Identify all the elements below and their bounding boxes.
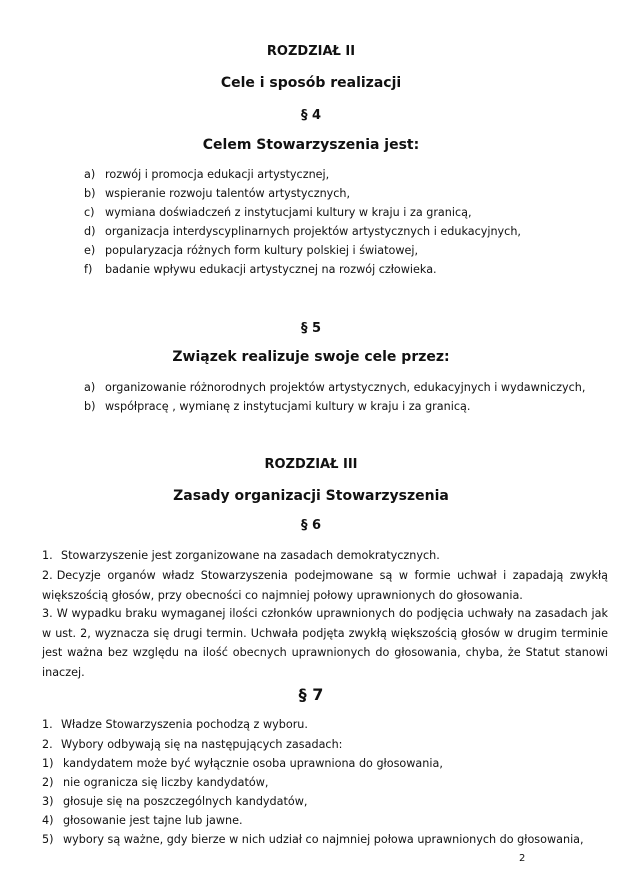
chapter-3-title: ROZDZIAŁ III — [264, 457, 358, 472]
list-item: 2. Decyzje organów władz Stowarzyszenia podejmowane są w formie uchwał i zapadają zwykłą większością głosów, przy obecności co najmniej połowy uprawnionych do głosowania. — [42, 569, 608, 602]
chapter-2-title: ROZDZIAŁ II — [266, 44, 356, 59]
section-5-number: § 5 — [300, 321, 322, 336]
section-4-heading: Celem Stowarzyszenia jest: — [202, 137, 420, 153]
list-item: 3. W wypadku braku wymaganej ilości członków uprawnionych do podjęcia uchwały na zasadach jak w ust. 2, wyznacza się drugi termin. Uchwała podjęta zwykłą większością głosów w drugim terminie jest ważna bez względu na ilość obecnych uprawnionych do głosowania, chyba, że Statut stanowi inaczej. — [42, 607, 608, 679]
section-4-number: § 4 — [300, 108, 322, 123]
section-7-number: § 7 — [298, 685, 324, 704]
page-number: 2 — [519, 853, 526, 864]
chapter-3-subtitle: Zasady organizacji Stowarzyszenia — [173, 488, 449, 504]
chapter-2-subtitle: Cele i sposób realizacji — [220, 75, 402, 91]
section-5-heading: Związek realizuje swoje cele przez: — [172, 349, 450, 365]
document-page: ROZDZIAŁ II Cele i sposób realizacji § 4 Celem Stowarzyszenia jest: a) rozwój i promocja edukacji artystycznej, b) wspieranie rozwoju talentów artystycznych, c) wymiana doświadczeń z instytucjami kultury w kraju i za granicą, d) organizacja interdyscyplinarnych projektów artystycznych i edukacyjnych, e) popularyzacja różnych form kultury polskiej i światowej, f) badanie wpływu edukacji artystycznej na rozwój człowieka. § 5 Związek realizuje swoje cele przez: a) organizowanie różnorodnych projektów artystycznych, edukacyjnych i wydawniczych, b) współpracę , wymianę z instytucjami kultury w kraju i za granicą. ROZDZIAŁ III Zasady organizacji Stowarzyszenia § 6 1. Stowarzyszenie jest zorganizowane na zasadach demokratycznych. 2. Decyzje organów władz Stowarzyszenia podejmowane są w formie uchwał i zapadają zwykłą większością głosów, przy obecności co najmniej połowy uprawnionych do głosowania. 3. W wypadku braku wymaganej ilości członków uprawnionych do podjęcia uchwały na zasadach jak w ust. 2, wyznacza się drugi termin. Uchwała podjęta zwykłą większością głosów w drugim terminie jest ważna bez względu na ilość obecnych uprawnionych do głosowania, chyba, że Statut stanowi inaczej. § 7 1. Władze Stowarzyszenia pochodzą z wyboru. 2. Wybory odbywają się na następujących zasadach: 1) kandydatem może być wyłącznie osoba uprawniona do głosowania, 2) nie ogranicza się liczby kandydatów, 3) głosuje się na poszczególnych kandydatów, 4) głosowanie jest tajne lub jawne. 5) wybory są ważne, gdy bierze w nich udział co najmniej połowa uprawnionych do głosowania, 2 — [0, 0, 622, 893]
section-6-number: § 6 — [300, 518, 322, 533]
